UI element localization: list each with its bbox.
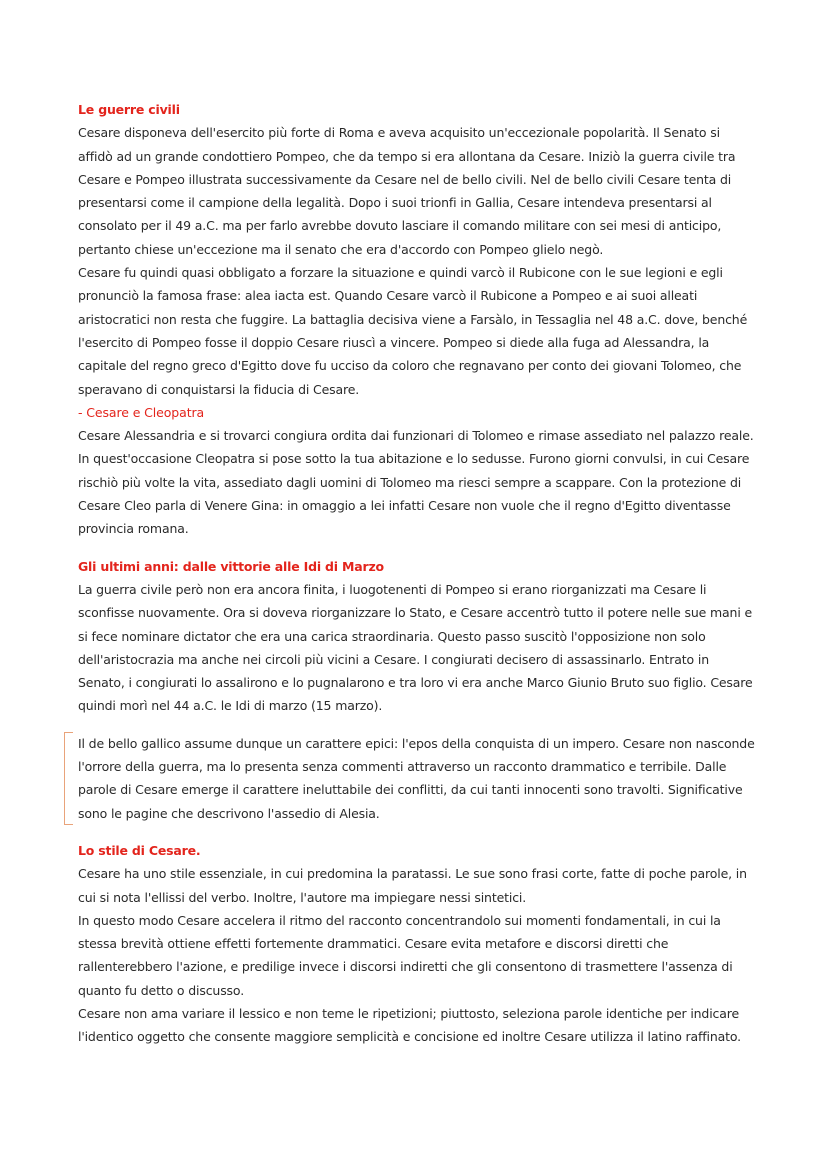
document-page — [78, 98, 758, 1049]
section-title-stile: Lo stile di Cesare. — [78, 842, 201, 858]
spacer — [78, 541, 758, 555]
paragraph: Cesare fu quindi quasi obbligato a forzare la situazione e quindi varcò il Rubicone con le sue legioni e egli pronunciò la famosa frase: alea iacta est. Quando Cesare varcò il Rubicone a Pompeo e ai suoi alleati aristocratici non resta che fuggire. La battaglia decisiva viene a Farsàlo, in Tessaglia nel 48 a.C. dove, benché l'esercito di Pompeo fosse il doppio Cesare riuscì a vincere. Pompeo si diede alla fuga ad Alessandra, la capitale del regno greco d'Egitto dove fu ucciso da coloro che regnavano per conto dei giovani Tolomeo, che speravano di conquistarsi la fiducia di Cesare. — [78, 265, 748, 397]
paragraph: Cesare Alessandria e si trovarci congiura ordita dai funzionari di Tolomeo e rimase assediato nel palazzo reale. In quest'occasione Cleopatra si pose sotto la tua abitazione e lo sedusse. Furono giorni convulsi, in cui Cesare rischiò più volte la vita, assediato dagli uomini di Tolomeo ma riesci sempre a scappare. Con la protezione di Cesare Cleo parla di Venere Gina: in omaggio a lei infatti Cesare non vuole che il regno d'Egitto diventasse provincia romana. — [78, 428, 754, 537]
spacer — [78, 825, 758, 839]
paragraph: La guerra civile però non era ancora finita, i luogotenenti di Pompeo si erano riorganizzati ma Cesare li sconfisse nuovamente. Ora si doveva riorganizzare lo Stato, e Cesare accentrò tutto il potere nelle sue mani e si fece nominare dictator che era una carica straordinaria. Questo passo suscitò l'opposizione non solo dell'aristocrazia ma anche nei circoli più vicini a Cesare. I congiurati decisero di assassinarlo. Entrato in Senato, i congiurati lo assalirono e lo pugnalarono e tra loro vi era anche Marco Giunio Bruto suo figlio. Cesare quindi morì nel 44 a.C. le Idi di marzo (15 marzo). — [78, 581, 753, 714]
section-title-ultimi-anni: Gli ultimi anni: dalle vittorie alle Idi di Marzo — [78, 558, 384, 574]
paragraph: Cesare ha uno stile essenziale, in cui predomina la paratassi. Le sue sono frasi corte, fatte di poche parole, in cui si nota l'ellissi del verbo. Inoltre, l'autore ma impiegare nessi sintetici. — [78, 866, 747, 905]
paragraph: Cesare disponeva dell'esercito più forte di Roma e aveva acquisito un'eccezionale popolarità. Il Senato si affidò ad un grande condottiero Pompeo, che da tempo si era allontana da Cesare. Iniziò la guerra civile tra Cesare e Pompeo illustrata successivamente da Cesare nel de bello civili. Nel de bello civili Cesare tenta di presentarsi come il campione della legalità. Dopo i suoi trionfi in Gallia, Cesare intendeva presentarsi al consolato per il 49 a.C. ma per farlo avrebbe dovuto lasciare il comando militare con sei mesi di anticipo, pertanto chiese un'eccezione ma il senato che era d'accordo con Pompeo glielo negò. — [78, 125, 736, 257]
quote-block — [78, 732, 758, 825]
subsection-title-cleopatra: - Cesare e Cleopatra — [78, 404, 205, 420]
paragraph: In questo modo Cesare accelera il ritmo del racconto concentrandolo sui momenti fondamentali, in cui la stessa brevità ottiene effetti fortemente drammatici. Cesare evita metafore e discorsi diretti che rallenterebbero l'azione, e predilige invece i discorsi indiretti che gli consentono di trasmettere l'assenza di quanto fu detto o discusso. — [78, 912, 733, 998]
quote-bracket-icon — [64, 732, 73, 825]
section-title-guerre-civili: Le guerre civili — [78, 102, 180, 117]
spacer — [78, 718, 758, 732]
paragraph: Cesare non ama variare il lessico e non teme le ripetizioni; piuttosto, seleziona parole identiche per indicare l'identico oggetto che consente maggiore semplicità e concisione ed inoltre Cesare utilizza il latino raffinato. — [78, 1005, 741, 1045]
quote-text: Il de bello gallico assume dunque un carattere epici: l'epos della conquista di un impero. Cesare non nasconde l'orrore della guerra, ma lo presenta senza commenti attraverso un racconto drammatico e terribile. Dalle parole di Cesare emerge il carattere ineluttabile dei conflitti, da cui tanti innocenti sono travolti. Significative sono le pagine che descrivono l'assedio di Alesia. — [78, 735, 755, 821]
